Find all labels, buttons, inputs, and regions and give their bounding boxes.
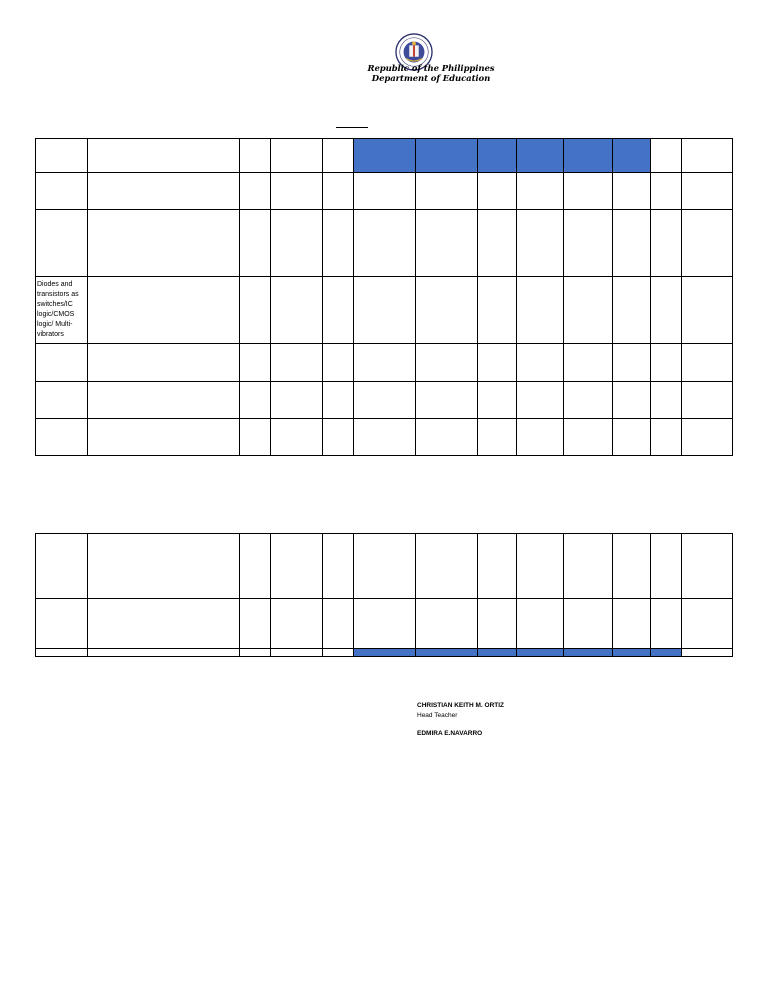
table-cell	[478, 534, 517, 599]
table-cell	[478, 210, 517, 277]
continuation-table	[35, 533, 733, 657]
title-underline	[336, 127, 368, 128]
table-cell	[36, 419, 88, 456]
topic-cell	[36, 277, 88, 344]
table-cell	[651, 173, 682, 210]
table-cell	[564, 344, 613, 382]
table-cell	[271, 534, 323, 599]
signatory-name: CHRISTIAN KEITH M. ORTIZ	[417, 702, 505, 709]
table-cell	[240, 210, 271, 277]
table-cell	[323, 173, 354, 210]
table-cell	[354, 419, 416, 456]
table-cell	[682, 173, 733, 210]
header-republic: Republic of the Philippines	[367, 64, 495, 74]
table-cell	[517, 382, 564, 419]
table-cell	[240, 277, 271, 344]
table-cell	[36, 599, 88, 649]
table-cell	[88, 649, 240, 657]
header-department: Department of Education	[371, 74, 491, 84]
table-cell	[478, 419, 517, 456]
table-cell	[651, 599, 682, 649]
table-cell	[240, 382, 271, 419]
table-cell	[271, 344, 323, 382]
table-cell	[651, 419, 682, 456]
total-cell-blue	[517, 649, 564, 657]
table-cell	[651, 344, 682, 382]
table-cell	[354, 173, 416, 210]
signatory-title: Head Teacher	[417, 712, 458, 719]
table-cell	[271, 210, 323, 277]
table-cell	[36, 382, 88, 419]
table-cell	[354, 382, 416, 419]
table-cell	[36, 210, 88, 277]
table-cell	[651, 277, 682, 344]
table-cell	[613, 173, 651, 210]
table-cell	[613, 534, 651, 599]
table-row	[36, 277, 733, 344]
table-cell	[271, 173, 323, 210]
table-row	[36, 210, 733, 277]
table-cell	[354, 277, 416, 344]
header-cell	[682, 139, 733, 173]
table-cell	[88, 534, 240, 599]
table-cell	[240, 173, 271, 210]
header-cell-blue	[564, 139, 613, 173]
table-row	[36, 382, 733, 419]
table-cell	[36, 173, 88, 210]
table-cell	[564, 277, 613, 344]
header-cell	[240, 139, 271, 173]
table-cell	[271, 382, 323, 419]
table-cell	[613, 344, 651, 382]
table-cell	[682, 277, 733, 344]
table-cell	[651, 210, 682, 277]
table-cell	[651, 382, 682, 419]
table-row	[36, 419, 733, 456]
table-cell	[36, 649, 88, 657]
table-cell	[323, 599, 354, 649]
table-cell	[271, 649, 323, 657]
table-cell	[323, 344, 354, 382]
table-cell	[416, 210, 478, 277]
table-cell	[36, 534, 88, 599]
table-cell	[564, 382, 613, 419]
header-cell	[323, 139, 354, 173]
table-cell	[564, 419, 613, 456]
total-cell-blue	[416, 649, 478, 657]
table-cell	[517, 344, 564, 382]
total-row	[36, 649, 733, 657]
header-cell	[36, 139, 88, 173]
table-cell	[88, 210, 240, 277]
table-cell	[323, 277, 354, 344]
table-cell	[478, 173, 517, 210]
total-cell-blue	[651, 649, 682, 657]
table-cell	[416, 419, 478, 456]
table-cell	[416, 344, 478, 382]
table-cell	[240, 344, 271, 382]
table-cell	[323, 649, 354, 657]
header-cell-blue	[478, 139, 517, 173]
table-cell	[240, 534, 271, 599]
table-cell	[478, 344, 517, 382]
table-cell	[416, 173, 478, 210]
table-cell	[354, 534, 416, 599]
table-row	[36, 173, 733, 210]
table-cell	[416, 277, 478, 344]
table-cell	[517, 210, 564, 277]
table-row	[36, 534, 733, 599]
table-cell	[517, 599, 564, 649]
header-cell-blue	[416, 139, 478, 173]
total-cell-blue	[613, 649, 651, 657]
table-cell	[478, 382, 517, 419]
table-cell	[88, 344, 240, 382]
header-cell-blue	[517, 139, 564, 173]
table-cell	[323, 419, 354, 456]
topic-text: Diodes and transistors as switches/IC logic/CMOS logic/ Multi- vibrators	[37, 281, 79, 338]
header-row	[36, 139, 733, 173]
main-table	[35, 138, 733, 456]
table-cell	[517, 277, 564, 344]
table-cell	[517, 419, 564, 456]
table-row	[36, 599, 733, 649]
table-cell	[240, 419, 271, 456]
table-cell	[271, 277, 323, 344]
table-cell	[682, 649, 733, 657]
table-cell	[613, 382, 651, 419]
table-cell	[416, 534, 478, 599]
table-cell	[354, 599, 416, 649]
table-cell	[478, 599, 517, 649]
table-cell	[682, 599, 733, 649]
table-cell	[88, 173, 240, 210]
table-cell	[88, 382, 240, 419]
table-cell	[517, 534, 564, 599]
table-cell	[323, 382, 354, 419]
table-cell	[416, 599, 478, 649]
signatory-name: EDMIRA E.NAVARRO	[417, 730, 483, 737]
table-cell	[88, 419, 240, 456]
table-cell	[323, 534, 354, 599]
table-cell	[354, 344, 416, 382]
table-cell	[613, 599, 651, 649]
table-cell	[478, 277, 517, 344]
table-cell	[613, 419, 651, 456]
header-cell	[88, 139, 240, 173]
header-cell-blue	[613, 139, 651, 173]
table-cell	[240, 599, 271, 649]
table-cell	[271, 419, 323, 456]
table-cell	[517, 173, 564, 210]
table-cell	[564, 534, 613, 599]
table-cell	[271, 599, 323, 649]
table-cell	[88, 599, 240, 649]
total-cell-blue	[478, 649, 517, 657]
table-cell	[323, 210, 354, 277]
table-cell	[613, 210, 651, 277]
total-cell-blue	[564, 649, 613, 657]
header-cell	[651, 139, 682, 173]
table-cell	[682, 344, 733, 382]
table-cell	[613, 277, 651, 344]
table-cell	[354, 210, 416, 277]
table-cell	[240, 649, 271, 657]
table-cell	[651, 534, 682, 599]
table-cell	[682, 210, 733, 277]
table-cell	[36, 344, 88, 382]
table-cell	[416, 382, 478, 419]
table-row	[36, 344, 733, 382]
table-cell	[564, 599, 613, 649]
table-cell	[88, 277, 240, 344]
header-cell-blue	[354, 139, 416, 173]
table-cell	[682, 534, 733, 599]
table-cell	[682, 419, 733, 456]
table-cell	[564, 173, 613, 210]
table-cell	[682, 382, 733, 419]
header-cell	[271, 139, 323, 173]
table-cell	[564, 210, 613, 277]
total-cell-blue	[354, 649, 416, 657]
